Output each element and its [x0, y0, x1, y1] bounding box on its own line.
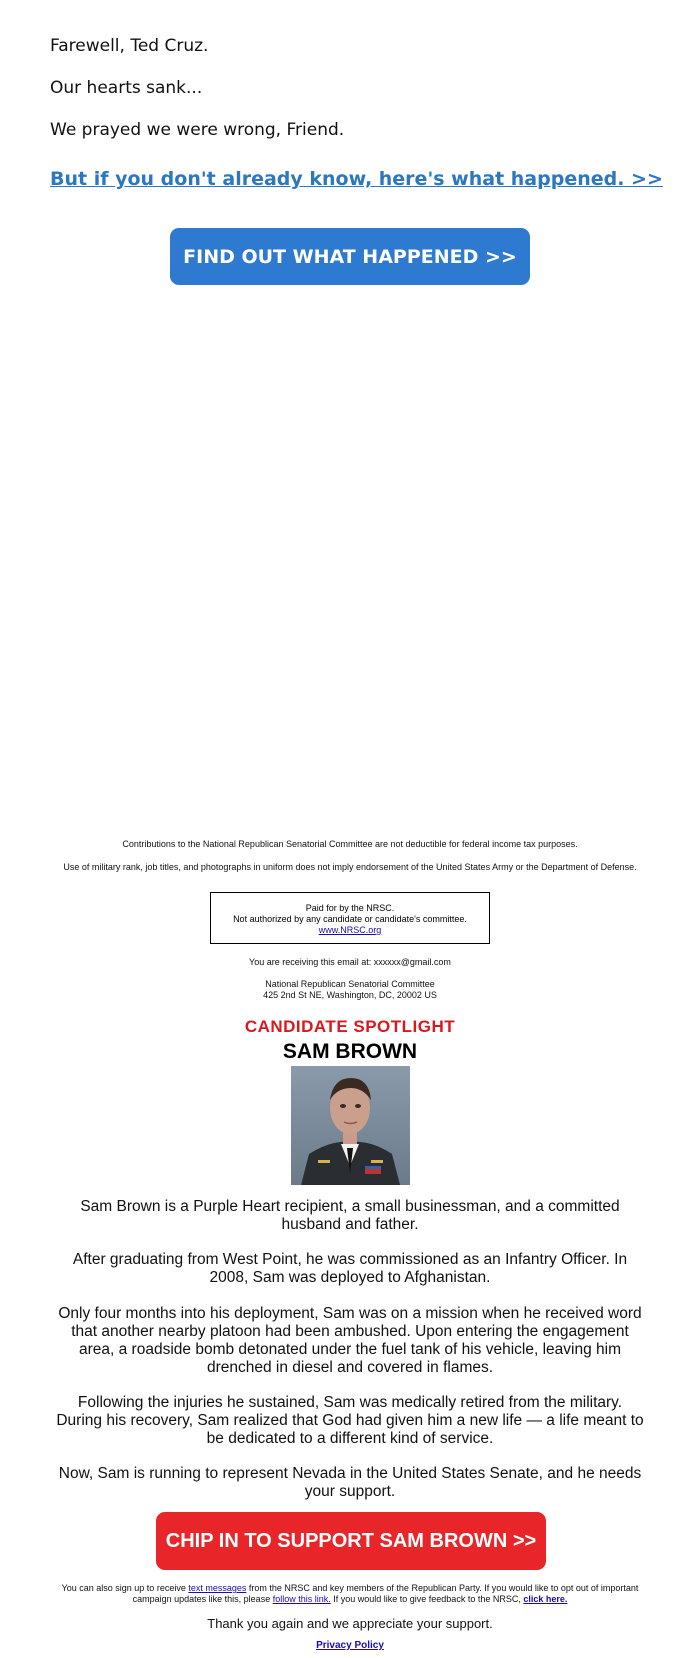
privacy-footer	[0, 1640, 700, 1651]
bio-paragraph-3: Only four months into his deployment, Sam was on a mission when he received word that another nearby platoon had been ambushed. Upon entering the engagement area, a roadside bomb detonated under the fuel tank of his vehicle, leaving him drenched in diesel and covered in flames.	[58, 1305, 642, 1376]
opt-out-link[interactable]: follow this link.	[272, 1594, 331, 1604]
bio-paragraph-4: Following the injuries he sustained, Sam was medically retired from the military. During his recovery, Sam realized that God had given him a new life — a life meant to be dedicated to a different kind of service.	[56, 1394, 644, 1447]
thanks-line: Thank you again and we appreciate your support.	[207, 1616, 493, 1631]
what-happened-link[interactable]: But if you don't already know, here's what happened. >>	[50, 168, 663, 190]
not-authorized-line: Not authorized by any candidate or candidate's committee.	[233, 914, 467, 924]
prayed-line: We prayed we were wrong, Friend.	[50, 120, 345, 140]
nrsc-site-link[interactable]: www.NRSC.org	[318, 925, 382, 935]
feedback-link[interactable]: click here.	[523, 1594, 568, 1604]
bio-paragraph-1: Sam Brown is a Purple Heart recipient, a small businessman, and a committed husband and father.	[80, 1198, 620, 1233]
farewell-line: Farewell, Ted Cruz.	[50, 36, 209, 56]
org-address: 425 2nd St NE, Washington, DC, 20002 US	[263, 990, 437, 1000]
signup-notice	[50, 1583, 650, 1605]
paid-for-box	[210, 892, 490, 944]
tax-disclaimer: Contributions to the National Republican Senatorial Committee are not deductible for federal income tax purposes.	[122, 839, 578, 849]
receiving-email-line: You are receiving this email at: xxxxxx@gmail.com	[249, 957, 451, 967]
text-messages-link[interactable]: text messages	[188, 1583, 247, 1593]
candidate-photo	[291, 1066, 410, 1185]
find-out-button[interactable]: FIND OUT WHAT HAPPENED >>	[170, 228, 530, 285]
hearts-sank-line: Our hearts sank...	[50, 78, 203, 98]
signup-text-2: from the NRSC and key members of the Republican Party. If you would like to opt out of important campaign updates like this, please	[132, 1583, 639, 1604]
chip-in-button[interactable]: CHIP IN TO SUPPORT SAM BROWN >>	[156, 1512, 546, 1570]
bio-paragraph-5: Now, Sam is running to represent Nevada in the United States Senate, and he needs your support.	[58, 1465, 642, 1500]
signup-text-3: If you would like to give feedback to the NRSC,	[330, 1594, 524, 1604]
signup-text-1: You can also sign up to receive	[61, 1583, 189, 1593]
candidate-name: SAM BROWN	[282, 1040, 418, 1063]
candidate-portrait-illustration	[291, 1066, 410, 1185]
bio-paragraph-2: After graduating from West Point, he was commissioned as an Infantry Officer. In 2008, Sam was deployed to Afghanistan.	[72, 1251, 628, 1286]
org-name: National Republican Senatorial Committee	[265, 979, 435, 989]
privacy-policy-link[interactable]: Privacy Policy	[316, 1640, 384, 1651]
paid-line: Paid for by the NRSC.	[305, 903, 395, 913]
military-disclaimer: Use of military rank, job titles, and photographs in uniform does not imply endorsement of the United States Army or the Department of Defense.	[63, 862, 637, 872]
candidate-spotlight-heading: CANDIDATE SPOTLIGHT	[244, 1017, 456, 1036]
